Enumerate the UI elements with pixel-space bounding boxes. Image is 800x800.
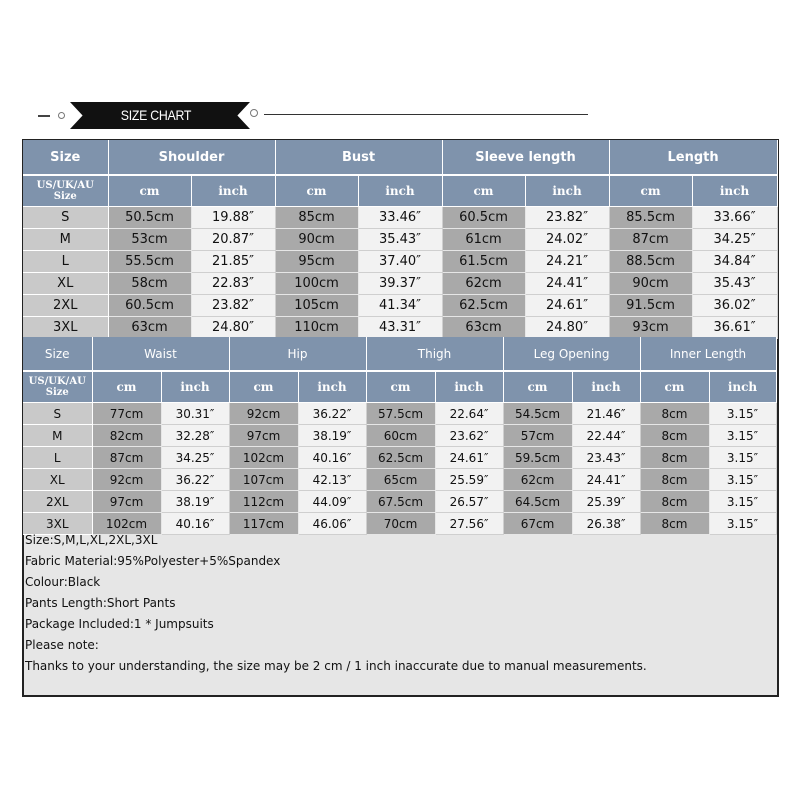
inch-cell: 30.31″: [161, 403, 229, 425]
unit-inch: inch: [572, 371, 640, 403]
cm-cell: 62cm: [503, 469, 572, 491]
inch-cell: 23.62″: [435, 425, 503, 447]
unit-row: [23, 175, 777, 207]
cm-cell: 105cm: [275, 295, 358, 317]
inch-cell: 22.44″: [572, 425, 640, 447]
cm-cell: 67.5cm: [366, 491, 435, 513]
cm-cell: 60.5cm: [442, 207, 525, 229]
inch-cell: 3.15″: [709, 513, 776, 535]
inch-cell: 44.09″: [298, 491, 366, 513]
inch-cell: 3.15″: [709, 447, 776, 469]
length-header: Length: [609, 140, 777, 175]
inch-cell: 24.41″: [525, 273, 609, 295]
inch-cell: 24.41″: [572, 469, 640, 491]
cm-cell: 8cm: [640, 425, 709, 447]
inch-cell: 41.34″: [358, 295, 442, 317]
cm-cell: 95cm: [275, 251, 358, 273]
size-cell: XL: [23, 469, 92, 491]
size-cell: 2XL: [23, 295, 108, 317]
size-cell: 3XL: [23, 317, 108, 339]
note-fabric: Fabric Material:95%Polyester+5%Spandex: [25, 554, 281, 568]
cm-cell: 102cm: [229, 447, 298, 469]
inch-cell: 24.61″: [525, 295, 609, 317]
unit-inch: inch: [525, 175, 609, 207]
cm-cell: 8cm: [640, 447, 709, 469]
leg-opening-header: Leg Opening: [503, 337, 640, 371]
cm-cell: 55.5cm: [108, 251, 191, 273]
cm-cell: 63cm: [442, 317, 525, 339]
cm-cell: 62cm: [442, 273, 525, 295]
inch-cell: 22.83″: [191, 273, 275, 295]
inch-cell: 40.16″: [298, 447, 366, 469]
waist-header: Waist: [92, 337, 229, 371]
inch-cell: 42.13″: [298, 469, 366, 491]
thigh-header: Thigh: [366, 337, 503, 371]
cm-cell: 100cm: [275, 273, 358, 295]
cm-cell: 54.5cm: [503, 403, 572, 425]
unit-inch: inch: [191, 175, 275, 207]
note-please-note: Please note:: [25, 638, 99, 652]
cm-cell: 8cm: [640, 469, 709, 491]
cm-cell: 117cm: [229, 513, 298, 535]
table-row: [23, 317, 777, 339]
inch-cell: 36.22″: [298, 403, 366, 425]
cm-cell: 107cm: [229, 469, 298, 491]
table-row: [23, 491, 776, 513]
unit-inch: inch: [298, 371, 366, 403]
size-region-subtext: Size: [53, 191, 77, 202]
cm-cell: 67cm: [503, 513, 572, 535]
cm-cell: 97cm: [229, 425, 298, 447]
inch-cell: 21.46″: [572, 403, 640, 425]
cm-cell: 82cm: [92, 425, 161, 447]
inch-cell: 26.57″: [435, 491, 503, 513]
inch-cell: 39.37″: [358, 273, 442, 295]
header-dot-right-decoration: [250, 109, 258, 117]
table-row: [23, 403, 776, 425]
unit-inch: inch: [358, 175, 442, 207]
size-region-subtext: Size: [45, 387, 69, 398]
table-row: [23, 425, 776, 447]
note-sizes: Size:S,M,L,XL,2XL,3XL: [25, 533, 158, 547]
size-cell: M: [23, 425, 92, 447]
unit-inch: inch: [709, 371, 776, 403]
note-package: Package Included:1 * Jumpsuits: [25, 617, 214, 631]
hip-header: Hip: [229, 337, 366, 371]
cm-cell: 90cm: [275, 229, 358, 251]
inch-cell: 36.02″: [692, 295, 777, 317]
unit-inch: inch: [435, 371, 503, 403]
cm-cell: 60cm: [366, 425, 435, 447]
cm-cell: 92cm: [229, 403, 298, 425]
unit-cm: cm: [366, 371, 435, 403]
inch-cell: 33.46″: [358, 207, 442, 229]
cm-cell: 85.5cm: [609, 207, 692, 229]
inch-cell: 23.82″: [191, 295, 275, 317]
inch-cell: 34.25″: [161, 447, 229, 469]
shoulder-header: Shoulder: [108, 140, 275, 175]
inch-cell: 19.88″: [191, 207, 275, 229]
cm-cell: 91.5cm: [609, 295, 692, 317]
cm-cell: 64.5cm: [503, 491, 572, 513]
inch-cell: 21.85″: [191, 251, 275, 273]
cm-cell: 58cm: [108, 273, 191, 295]
inch-cell: 46.06″: [298, 513, 366, 535]
cm-cell: 8cm: [640, 403, 709, 425]
size-cell: 2XL: [23, 491, 92, 513]
inch-cell: 33.66″: [692, 207, 777, 229]
size-region-text: US/UK/AU: [28, 376, 86, 387]
cm-cell: 8cm: [640, 513, 709, 535]
cm-cell: 70cm: [366, 513, 435, 535]
size-cell: S: [23, 403, 92, 425]
bottom-measurements-table: [23, 337, 777, 535]
cm-cell: 85cm: [275, 207, 358, 229]
size-cell: S: [23, 207, 108, 229]
inch-cell: 3.15″: [709, 425, 776, 447]
inch-cell: 40.16″: [161, 513, 229, 535]
cm-cell: 88.5cm: [609, 251, 692, 273]
cm-cell: 59.5cm: [503, 447, 572, 469]
sleeve-length-header: Sleeve length: [442, 140, 609, 175]
inch-cell: 20.87″: [191, 229, 275, 251]
header-rule: [264, 114, 588, 115]
unit-cm: cm: [92, 371, 161, 403]
note-pants-length: Pants Length:Short Pants: [25, 596, 176, 610]
inch-cell: 36.61″: [692, 317, 777, 339]
cm-cell: 112cm: [229, 491, 298, 513]
bust-header: Bust: [275, 140, 442, 175]
cm-cell: 8cm: [640, 491, 709, 513]
unit-cm: cm: [640, 371, 709, 403]
inch-cell: 3.15″: [709, 469, 776, 491]
unit-cm: cm: [442, 175, 525, 207]
note-measurement-disclaimer: Thanks to your understanding, the size may be 2 cm / 1 inch inaccurate due to manual measurements.: [25, 659, 647, 673]
inch-cell: 24.21″: [525, 251, 609, 273]
table-row: [23, 273, 777, 295]
size-region-label: [23, 371, 92, 403]
cm-cell: 61cm: [442, 229, 525, 251]
unit-cm: cm: [108, 175, 191, 207]
cm-cell: 60.5cm: [108, 295, 191, 317]
table-row: [23, 447, 776, 469]
product-notes: [25, 530, 775, 677]
inch-cell: 24.02″: [525, 229, 609, 251]
cm-cell: 90cm: [609, 273, 692, 295]
size-region-text: US/UK/AU: [36, 180, 94, 191]
inch-cell: 23.82″: [525, 207, 609, 229]
inch-cell: 25.39″: [572, 491, 640, 513]
inner-length-header: Inner Length: [640, 337, 776, 371]
inch-cell: 24.80″: [525, 317, 609, 339]
unit-row: [23, 371, 776, 403]
cm-cell: 93cm: [609, 317, 692, 339]
size-column-header: Size: [23, 140, 108, 175]
cm-cell: 97cm: [92, 491, 161, 513]
inch-cell: 23.43″: [572, 447, 640, 469]
cm-cell: 50.5cm: [108, 207, 191, 229]
inch-cell: 24.80″: [191, 317, 275, 339]
cm-cell: 87cm: [92, 447, 161, 469]
inch-cell: 35.43″: [358, 229, 442, 251]
size-region-label: [23, 175, 108, 207]
inch-cell: 32.28″: [161, 425, 229, 447]
cm-cell: 62.5cm: [442, 295, 525, 317]
unit-inch: inch: [161, 371, 229, 403]
header-dash-decoration: [38, 115, 50, 117]
size-cell: L: [23, 251, 108, 273]
inch-cell: 34.25″: [692, 229, 777, 251]
inch-cell: 34.84″: [692, 251, 777, 273]
inch-cell: 3.15″: [709, 403, 776, 425]
inch-cell: 27.56″: [435, 513, 503, 535]
unit-cm: cm: [229, 371, 298, 403]
inch-cell: 3.15″: [709, 491, 776, 513]
cm-cell: 61.5cm: [442, 251, 525, 273]
cm-cell: 57cm: [503, 425, 572, 447]
inch-cell: 38.19″: [298, 425, 366, 447]
cm-cell: 65cm: [366, 469, 435, 491]
inch-cell: 24.61″: [435, 447, 503, 469]
cm-cell: 57.5cm: [366, 403, 435, 425]
inch-cell: 35.43″: [692, 273, 777, 295]
cm-cell: 77cm: [92, 403, 161, 425]
cm-cell: 87cm: [609, 229, 692, 251]
cm-cell: 63cm: [108, 317, 191, 339]
table-row: [23, 207, 777, 229]
table-row: [23, 295, 777, 317]
inch-cell: 26.38″: [572, 513, 640, 535]
cm-cell: 92cm: [92, 469, 161, 491]
size-column-header: Size: [23, 337, 92, 371]
unit-cm: cm: [275, 175, 358, 207]
top-measurements-table: [23, 140, 778, 339]
note-colour: Colour:Black: [25, 575, 101, 589]
inch-cell: 36.22″: [161, 469, 229, 491]
table-row: [23, 469, 776, 491]
inch-cell: 25.59″: [435, 469, 503, 491]
inch-cell: 37.40″: [358, 251, 442, 273]
size-cell: L: [23, 447, 92, 469]
table-row: [23, 229, 777, 251]
cm-cell: 110cm: [275, 317, 358, 339]
header-dot-left-decoration: [58, 112, 65, 119]
unit-inch: inch: [692, 175, 777, 207]
cm-cell: 102cm: [92, 513, 161, 535]
cm-cell: 53cm: [108, 229, 191, 251]
inch-cell: 22.64″: [435, 403, 503, 425]
inch-cell: 38.19″: [161, 491, 229, 513]
unit-cm: cm: [503, 371, 572, 403]
inch-cell: 43.31″: [358, 317, 442, 339]
table-row: [23, 251, 777, 273]
size-cell: M: [23, 229, 108, 251]
size-chart-title: SIZE CHART: [120, 107, 192, 123]
size-cell: XL: [23, 273, 108, 295]
size-cell: 3XL: [23, 513, 92, 535]
unit-cm: cm: [609, 175, 692, 207]
cm-cell: 62.5cm: [366, 447, 435, 469]
